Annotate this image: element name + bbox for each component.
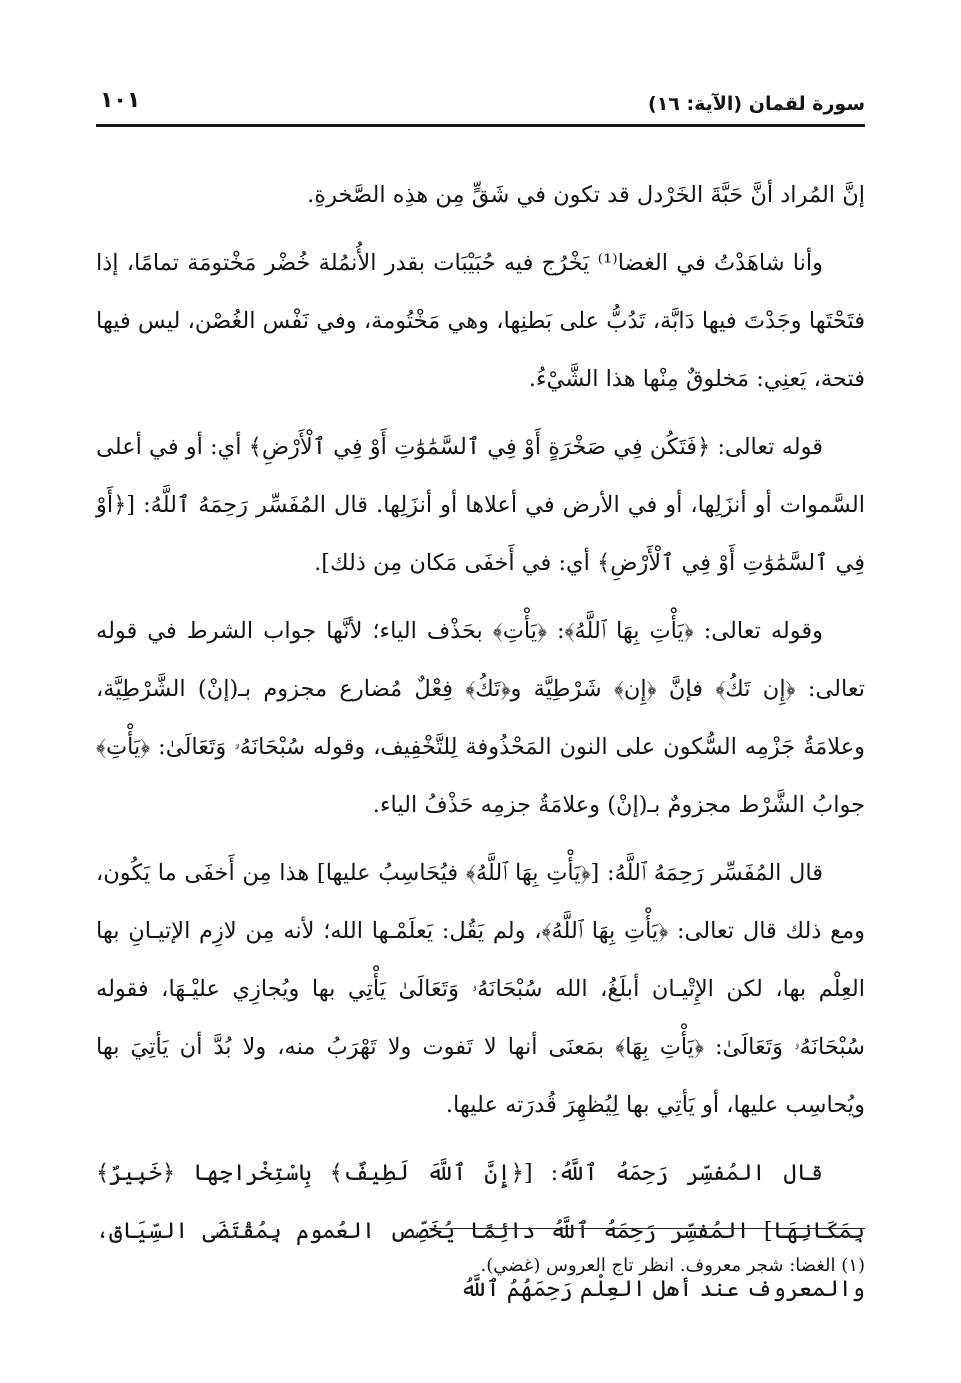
paragraph: قال المُفسِّر رَحِمَهُ ٱللَّهُ: [﴿إِنَّ ٱللَّهَ لَطِيفٌ﴾ بِاسْتِخْراجِها ﴿خَبِيرٌ﴾ بِمَكَانِهَا] المُفسِّر رَحِمَهُ ٱللَّهُ دائِمًا يُخَصِّص العُموم بِمُقْتَضَى السِّيَاق، والمعروف عند أهل العِلْم رَحِمَهُمُ ٱللَّهُ xyxy=(96,1160,865,1302)
page-number: ١٠١ xyxy=(100,88,141,113)
paragraph: إنَّ المُراد أنَّ حَبَّةَ الخَرْدل قد تكون في شَقٍّ مِن هذِه الصَّخرةِ. xyxy=(307,182,865,208)
footnote-divider xyxy=(429,1228,865,1229)
paragraph: وقوله تعالى: ﴿يَأْتِ بِهَا ٱللَّهُ﴾: ﴿يَأْتِ﴾ بحَذْف الياء؛ لأنَّها جواب الشرط في قوله تعالى: ﴿إِن تَكُ﴾ فإنَّ ﴿إِن﴾ شَرْطِيَّة و﴿تَكُ﴾ فِعْلٌ مُضارع مجزوم بـ(إنْ) الشَّرْطِيَّة، وعلامَةُ جَزْمِه السُّكون على النون المَحْذُوفة لِلتَّخْفِيف، وقوله سُبْحَانَهُۥ وَتَعَالَىٰ: ﴿يَأْتِ﴾ جوابُ الشَّرْط مجزومٌ بـ(إنْ) وعلامَةُ جزمِه حَذْفُ الياء. xyxy=(96,618,865,818)
footnote: (١) الغضا: شجر معروف. انظر تاج العروس (غضي). xyxy=(480,1255,865,1276)
paragraph: وأنا شاهَدْتُ في الغضا⁽¹⁾ يَخْرُج فيه حُبَيْبَات بقدر الأُنمُلة خُضْر مَخْتومَة تمامًا، إذا فتَحْتَها وجَدْتَ فيها دَابَّة، تَدُبُّ على بَطنِها، وهي مَخْتُومة، وفي نَفْس الغُصْن، ليس فيها فتحة، يَعنِي: مَخلوقٌ مِنْها هذا الشَّيْءُ. xyxy=(96,250,865,392)
body-text xyxy=(96,166,865,1328)
paragraph: قوله تعالى: ﴿فَتَكُن فِي صَخْرَةٍ أَوْ فِي ٱلسَّمَٰوَٰتِ أَوْ فِي ٱلْأَرْضِ﴾ أي: أو في أعلى السَّموات أو أنزَلِها، أو في الأرض في أعلاها أو أنزَلِها. قال المُفَسِّر رَحِمَهُ ٱللَّهُ: [﴿أَوْ فِي ٱلسَّمَٰوَٰتِ أَوْ فِي ٱلْأَرْضِ﴾ أي: في أَخفَى مَكان مِن ذلك]. xyxy=(96,434,865,576)
running-head xyxy=(96,88,865,122)
paragraph: قال المُفَسِّر رَحِمَهُ ٱللَّهُ: [﴿يَأْتِ بِهَا ٱللَّهُ﴾ فيُحَاسِبُ عليها] هذا مِن أَخفَى ما يَكُون، ومع ذلك قال تعالى: ﴿يَأْتِ بِهَا ٱللَّهُ﴾، ولم يَقُل: يَعلَمْـها الله؛ لأنه مِن لازِم الإتيـانِ بها العِلْم بها، لكن الإِتْيـان أبلَغُ، الله سُبْحَانَهُۥ وَتَعَالَىٰ يَأْتِي بها ويُجازِي عليْـهَا، فقوله سُبْحَانَهُۥ وَتَعَالَىٰ: ﴿يَأْتِ بِهَا﴾ بمَعنَى أنها لا تَفوت ولا تَهْرَبُ منه، ولا بُدَّ أن يَأتِيَ بها ويُحاسِب عليها، أو يَأتِي بها لِيُظهِرَ قُدرَته عليها. xyxy=(96,860,865,1118)
chapter-title: سورة لقمان (الآية: ١٦) xyxy=(648,93,865,115)
header-divider xyxy=(96,124,865,127)
